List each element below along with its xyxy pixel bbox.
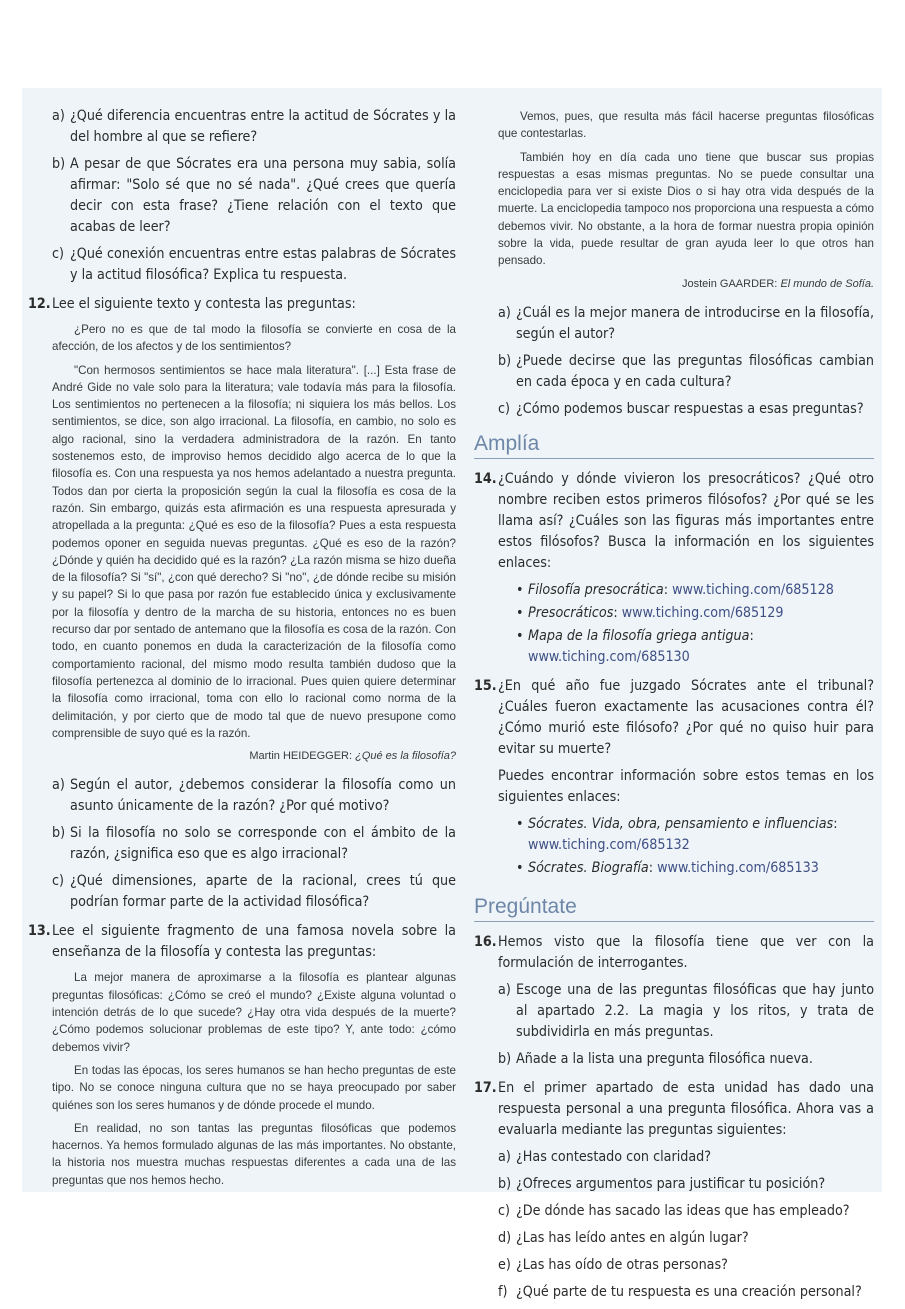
reading-gaarder-part1: La mejor manera de aproximarse a la filosofía es plantear algunas preguntas filosóficas: ¿Cómo se creó el mundo? ¿Existe alguna voluntad o intención detrás de lo que sucede? ¿Hay otra vida después de la muerte? ¿Cómo podemos solucionar problemas de este tipo? Y, ante todo: ¿cómo debemos vivir? En todas las épocas, los seres humanos se han hecho preguntas de este tipo. No se conoce ninguna cultura que no se haya preocupado por saber quiénes son los seres humanos y de dónde procede el mundo. En realidad, no son tantas las preguntas filosóficas que podemos hacernos. Ya hemos formulado algunas de las más importantes. No obstante, la historia nos muestra muchas respuestas diferentes a cada una de las preguntas que nos hemos hecho. bbox=[52, 971, 456, 1187]
exercise-prompt: ¿En qué año fue juzgado Sócrates ante el tribunal? ¿Cuáles fueron exactamente las acusaciones contra él? ¿Cómo murió este filósofo? ¿Por qué no quiso huir para evitar su muerte? bbox=[498, 677, 874, 757]
exercise-12 bbox=[28, 294, 456, 315]
subitem-17c: c) ¿De dónde has sacado las ideas que has empleado? bbox=[498, 1202, 850, 1219]
exercise-prompt: Lee el siguiente texto y contesta las preguntas: bbox=[52, 296, 356, 312]
link-list-15 bbox=[474, 814, 874, 879]
link-list-14 bbox=[474, 580, 874, 668]
link-item: • Filosofía presocrática: www.tiching.com/685128 bbox=[516, 580, 874, 601]
exercise-17 bbox=[474, 1078, 874, 1141]
exercise-number: 16. bbox=[474, 933, 497, 950]
subitem-12c: c) ¿Qué dimensiones, aparte de la racional, crees tú que podrían formar parte de la actividad filosófica? bbox=[52, 873, 456, 911]
subitem-13a: a) ¿Cuál es la mejor manera de introducirse en la filosofía, según el autor? bbox=[498, 304, 874, 342]
section-heading-preguntate: Pregúntate bbox=[474, 895, 874, 922]
exercise-panel bbox=[22, 88, 882, 1300]
exercise-number: 13. bbox=[28, 923, 51, 940]
reading-heidegger: ¿Pero no es que de tal modo la filosofía se convierte en cosa de la afección, de los afectos y de los sentimientos? "Con hermosos sentimientos se hace mala literatura". [...] Esta frase de André Gide no vale solo para la literatura; vale todavía más para la filosofía. Los sentimientos no pertenecen a la filosofía; ni siquiera los más bellos. Los sentimientos, se dice, son algo irracional. La filosofía, en cambio, no solo es algo racional, sino la verdadera administradora de la razón. En tanto sostenemos esto, de improviso hemos decidido algo acerca de lo que la filosofía es. Con una respuesta ya nos hemos adelantado a nuestra pregunta. Todos dan por cierta la proposición según la cual la filosofía es cosa de la razón. Sin embargo, quizás esta afirmación es una respuesta apresurada y atropellada a la pregunta: ¿Qué es eso de la filosofía? Pues a esta respuesta podemos oponer en seguida nuevas preguntas. ¿Qué es eso de la razón? ¿Dónde y quién ha decidido qué es la razón? ¿La razón misma se hizo dueña de la filosofía? Si "sí", ¿con qué derecho? Si "no", ¿de dónde recibe su misión y su papel? Si lo que pasa por razón fue establecido única y exclusivamente por la filosofía y dentro de la marcha de su historia, entonces no es buen recurso dar por sentado de antemano que la filosofía es cosa de la razón. Con todo, en cuanto ponemos en duda la caracterización de la filosofía como comportamiento racional, del mismo modo resulta también dudoso que la filosofía pertenezca al dominio de lo irracional. Pues quien quiere determinar la filosofía como irracional, toma con ello lo racional como norma de la delimitación, y por cierto que de modo tal que de nuevo presupone como comprensible de suyo qué es la razón. Martin HEIDEGGER: ¿Qué es la filosofía? bbox=[28, 321, 456, 765]
subitem-13c: c) ¿Cómo podemos buscar respuestas a esas preguntas? bbox=[498, 400, 864, 417]
section-heading-amplia: Amplía bbox=[474, 432, 874, 459]
subitem-17f: f) ¿Qué parte de tu respuesta es una creación personal? bbox=[498, 1283, 862, 1300]
subitem-17d: d) ¿Las has leído antes en algún lugar? bbox=[498, 1229, 749, 1246]
exercise-number: 17. bbox=[474, 1079, 497, 1096]
subitem-12a: a) Según el autor, ¿debemos considerar la filosofía como un asunto únicamente de la razón? ¿Por qué motivo? bbox=[52, 777, 456, 815]
exercise-13 bbox=[28, 921, 456, 963]
subitem-12b: b) Si la filosofía no solo se corresponde con el ámbito de la razón, ¿significa eso que es algo irracional? bbox=[52, 825, 456, 863]
citation: Martin HEIDEGGER: ¿Qué es la filosofía? bbox=[249, 750, 456, 763]
exercise-number: 15. bbox=[474, 677, 497, 694]
subitem-13b: b) ¿Puede decirse que las preguntas filosóficas cambian en cada época y en cada cultura? bbox=[498, 352, 874, 390]
subitem-17e: e) ¿Las has oído de otras personas? bbox=[498, 1256, 728, 1273]
exercise-number: 12. bbox=[28, 296, 51, 312]
link-item: • Sócrates. Biografía: www.tiching.com/685133 bbox=[516, 858, 874, 879]
left-column bbox=[28, 106, 456, 1195]
subitem-17a: a) ¿Has contestado con claridad? bbox=[498, 1148, 712, 1165]
exercise-14 bbox=[474, 469, 874, 574]
link-item: • Presocráticos: www.tiching.com/685129 bbox=[516, 603, 874, 624]
exercise-prompt: En el primer apartado de esta unidad has dado una respuesta personal a una pregunta filosófica. Ahora vas a evaluarla mediante las preguntas siguientes: bbox=[498, 1079, 874, 1138]
exercise-15-followup: Puedes encontrar información sobre estos temas en los siguientes enlaces: bbox=[498, 767, 874, 805]
subitem-16a: a) Escoge una de las preguntas filosóficas que hay junto al apartado 2.2. La magia y los ritos, y trata de subdividirla en más preguntas. bbox=[498, 981, 874, 1040]
exercise-prompt: ¿Cuándo y dónde vivieron los presocráticos? ¿Qué otro nombre reciben estos primeros filósofos? ¿Por qué se les llama así? ¿Cuáles son las figuras más importantes entre estos filósofos? Busca la información en los siguientes enlaces: bbox=[498, 470, 874, 571]
reading-gaarder-part2: Vemos, pues, que resulta más fácil hacerse preguntas filosóficas que contestarlas. También hoy en día cada uno tiene que buscar sus propias respuestas a esas mismas preguntas. No se puede consultar una enciclopedia para ver si existe Dios o si hay otra vida después de la muerte. La enciclopedia tampoco nos proporciona una respuesta a cómo debemos vivir. No obstante, a la hora de formar nuestra propia opinión sobre la vida, puede resultar de gran ayuda leer lo que otros han pensado. Jostein GAARDER: El mundo de Sofía. bbox=[474, 108, 874, 293]
exercise-15 bbox=[474, 676, 874, 760]
exercise-prompt: Lee el siguiente fragmento de una famosa novela sobre la enseñanza de la filosofía y contesta las preguntas: bbox=[52, 923, 456, 961]
subitem-11b: b) A pesar de que Sócrates era una persona muy sabia, solía afirmar: "Solo sé que no sé nada". ¿Qué crees que quería decir con esta frase? ¿Tiene relación con el texto que acabas de leer? bbox=[52, 156, 456, 235]
subitem-11c: c) ¿Qué conexión encuentras entre estas palabras de Sócrates y la actitud filosófica? Explica tu respuesta. bbox=[52, 246, 456, 283]
tiching-link[interactable]: www.tiching.com/685129 bbox=[621, 604, 784, 621]
exercise-16 bbox=[474, 932, 874, 974]
tiching-link[interactable]: www.tiching.com/685132 bbox=[528, 836, 690, 853]
link-item: • Mapa de la filosofía griega antigua: www.tiching.com/685130 bbox=[516, 626, 874, 668]
subitem-11a: a) ¿Qué diferencia encuentras entre la actitud de Sócrates y la del hombre al que se refiere? bbox=[52, 108, 456, 145]
exercise-prompt: Hemos visto que la filosofía tiene que ver con la formulación de interrogantes. bbox=[498, 933, 874, 971]
right-column bbox=[474, 108, 874, 1309]
tiching-link[interactable]: www.tiching.com/685133 bbox=[657, 859, 819, 876]
link-item: • Sócrates. Vida, obra, pensamiento e influencias: www.tiching.com/685132 bbox=[516, 814, 874, 856]
subitem-17b: b) ¿Ofreces argumentos para justificar tu posición? bbox=[498, 1175, 826, 1192]
exercise-number: 14. bbox=[474, 470, 497, 487]
tiching-link[interactable]: www.tiching.com/685128 bbox=[672, 581, 834, 598]
subitem-16b: b) Añade a la lista una pregunta filosófica nueva. bbox=[498, 1050, 813, 1067]
citation: Jostein GAARDER: El mundo de Sofía. bbox=[682, 277, 874, 290]
tiching-link[interactable]: www.tiching.com/685130 bbox=[528, 648, 690, 665]
